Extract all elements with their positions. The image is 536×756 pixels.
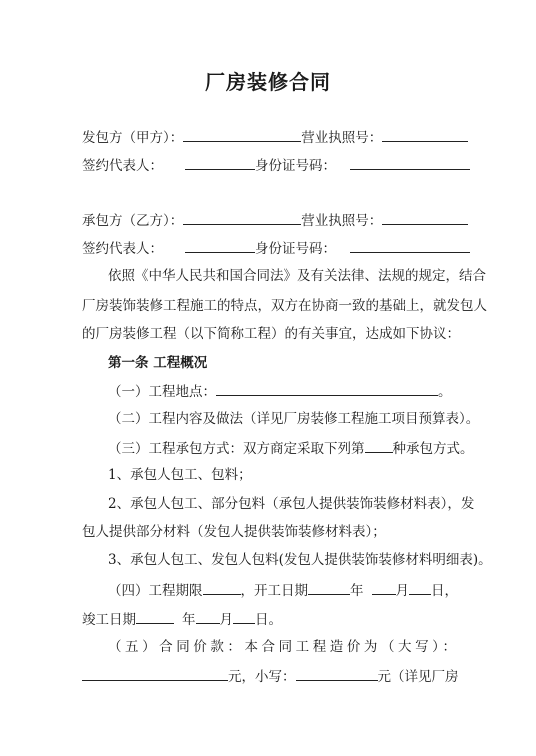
item2-row: （二）工程内容及做法（详见厂房装修工程施工项目预算表）。 xyxy=(108,411,480,427)
party-b-rep-blank xyxy=(185,238,255,253)
item1-end: 。 xyxy=(438,384,452,400)
item3-pre: （三）工程承包方式：双方商定采取下列第 xyxy=(108,441,365,457)
party-a-id-blank xyxy=(350,155,470,170)
item5-numeric-blank xyxy=(296,666,378,681)
party-a-license-label: 营业执照号： xyxy=(301,130,383,146)
item4-line2-day: 日。 xyxy=(255,612,282,628)
party-a-license-blank xyxy=(382,127,468,142)
party-a-rep-label: 签约代表人： xyxy=(82,158,163,174)
intro-line-2: 厂房装饰装修工程施工的特点，双方在协商一致的基础上，就发包人 xyxy=(82,298,487,314)
party-b-id-blank xyxy=(350,238,470,253)
party-b-rep-row xyxy=(82,238,470,258)
item4-end-month-blank xyxy=(196,609,220,624)
item4-year: 年 xyxy=(350,583,364,599)
item4-line2 xyxy=(82,609,282,629)
item4-start-year-blank xyxy=(308,580,350,595)
item4-pre: （四）工程期限 xyxy=(108,583,203,599)
option2-line2: 包人提供部分材料（发包人提供装饰装修材料表）； xyxy=(82,524,386,540)
item5-tail: 元（详见厂房 xyxy=(377,669,459,685)
item4-line2-month: 月 xyxy=(219,612,233,628)
item1-label: （一）工程地点： xyxy=(108,384,216,400)
item5-yuan: 元，小写： xyxy=(228,669,296,685)
item4-end-day-blank xyxy=(233,609,255,624)
intro-line-3: 的厂房装修工程（以下简称工程）的有关事宜，达成如下协议： xyxy=(82,326,460,342)
option3-row: 3、承包人包工、发包人包料(发包人提供装饰装修材料明细表)。 xyxy=(108,552,492,568)
option2-line1: 2、承包人包工、部分包料（承包人提供装饰装修材料表），发 xyxy=(108,496,475,512)
party-b-name-blank xyxy=(183,210,301,225)
item5-capital-blank xyxy=(82,666,228,681)
item3-row xyxy=(108,438,474,458)
item3-post: 种承包方式。 xyxy=(392,441,474,457)
item4-start-month-blank xyxy=(372,580,396,595)
item5-line1: （五）合同价款：本合同工程造价为（大写）： xyxy=(108,639,456,655)
contract-title: 厂房装修合同 xyxy=(205,70,331,94)
item1-row xyxy=(108,381,452,401)
intro-line-1: 依照《中华人民共和国合同法》及有关法律、法规的规定，结合 xyxy=(108,268,486,284)
party-b-license-label: 营业执照号： xyxy=(301,213,383,229)
item5-line2 xyxy=(82,666,459,686)
party-b-row xyxy=(82,210,468,230)
article1-heading: 第一条 工程概况 xyxy=(108,355,208,371)
party-a-label: 发包方（甲方）： xyxy=(82,130,184,146)
item4-line2-pre: 竣工日期 xyxy=(82,612,136,628)
item4-end-year-blank xyxy=(136,609,174,624)
party-b-license-blank xyxy=(382,210,468,225)
party-a-rep-blank xyxy=(185,155,255,170)
item4-mid: ，开工日期 xyxy=(240,583,308,599)
party-a-id-label: 身份证号码： xyxy=(255,158,336,174)
item4-duration-blank xyxy=(203,580,241,595)
party-a-rep-row xyxy=(82,155,470,175)
party-b-id-label: 身份证号码： xyxy=(255,241,336,257)
party-a-name-blank xyxy=(183,127,301,142)
item4-line2-year: 年 xyxy=(182,612,196,628)
item1-blank xyxy=(216,381,438,396)
item3-blank xyxy=(365,438,393,453)
item4-row xyxy=(108,580,458,600)
party-a-row xyxy=(82,127,468,147)
item4-month: 月 xyxy=(395,583,409,599)
item4-start-day-blank xyxy=(409,580,431,595)
party-b-label: 承包方（乙方）： xyxy=(82,213,184,229)
option1-row: 1、承包人包工、包料； xyxy=(108,467,252,483)
item4-day: 日， xyxy=(431,583,458,599)
party-b-rep-label: 签约代表人： xyxy=(82,241,163,257)
